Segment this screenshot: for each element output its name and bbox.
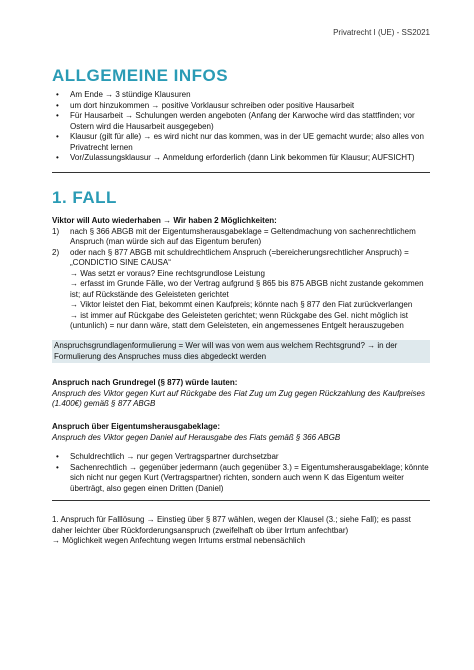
solution-line: → Möglichkeit wegen Anfechtung wegen Irrtums erstmal nebensächlich (52, 536, 306, 545)
law-bullet-list (52, 452, 430, 494)
list-item-text: oder nach § 877 ABGB mit schuldrechtlichem Anspruch (=bereicherungsrechtlicher Anspruch) = „CONDICTIO SINE CAUSA“ (70, 247, 409, 267)
list-item: • Sachenrechtlich → gegenüber jedermann (auch gegenüber 3.) = Eigentumsherausgabeklage; könnte sich nicht nur gegen Kurt (Vertragspartner) richten, sondern auch wenn K das Eigentum weiter überträgt, also gegen einen Dritten (Daniel) (52, 463, 430, 495)
list-item: • Für Hausarbeit → Schulungen werden angeboten (Anfang der Karwoche wird das stattfinden; vor Ostern wird die Hausarbeit ausgegeben) (52, 111, 430, 132)
list-item: • Klausur (gilt für alle) → es wird nicht nur das kommen, was in der UE gemacht wurde; also alles von Privatrecht lernen (52, 132, 430, 153)
case-block (52, 216, 430, 332)
sub-point: → ist immer auf Rückgabe des Geleisteten gerichtet; wenn Rückgabe des Gel. nicht möglich ist (untunlich) = nur dann wäre, statt dem Geleisteten, ein angemessenes Entgelt herauszugeben (70, 310, 408, 330)
page-header: Privatrecht I (UE) - SS2021 (333, 28, 430, 37)
claim-1 (52, 378, 430, 410)
claim-2-text: Anspruch des Viktor gegen Daniel auf Herausgabe des Fiats gemäß § 366 ABGB (52, 432, 341, 442)
claim-1-title: Anspruch nach Grundregel (§ 877) würde lauten: (52, 378, 238, 387)
section-title-fall: 1. FALL (52, 188, 117, 207)
list-item: • Vor/Zulassungsklausur → Anmeldung erforderlich (dann Link bekommen für Klausur; AUFSICHT) (52, 153, 430, 164)
claim-2-title: Anspruch über Eigentumsherausgabeklage: (52, 422, 221, 431)
section-title-allgemeine-infos: ALLGEMEINE INFOS (52, 66, 229, 85)
list-item (52, 248, 430, 269)
list-item-text: nach § 366 ABGB mit der Eigentumsherausgabeklage = Geltendmachung von sachenrechtlichem Anspruch (man würde sich auf das Eigentum berufen) (70, 226, 416, 246)
list-item (52, 227, 430, 248)
info-bullet-list (52, 90, 430, 164)
list-item: • um dort hinzukommen → positive Vorklausur schreiben oder positive Hausarbeit (52, 101, 430, 112)
divider (52, 172, 430, 173)
list-marker: 2) (52, 247, 60, 257)
sub-point: → erfasst im Grunde Fälle, wo der Vertrag aufgrund § 865 bis 875 ABGB nicht zustande gekommen ist; auf Rückstände des Geleisteten gerichtet (70, 279, 424, 299)
shaded-note-text: Anspruchsgrundlagenformulierung = Wer will was von wem aus welchem Rechtsgrund? → in der Formulierung des Anspruches muss dies abgedeckt werden (52, 340, 430, 363)
list-item: • Am Ende → 3 stündige Klausuren (52, 90, 430, 101)
solution-line: 1. Anspruch für Falllösung → Einstieg über § 877 wählen, wegen der Klausel (3.; siehe Fall); es passt daher leichter über Rückforderungsanspruch (zweifelhaft ob über Irrtum anfechtbar) (52, 515, 411, 535)
claim-2 (52, 422, 430, 443)
list-item: • Schuldrechtlich → nur gegen Vertragspartner durchsetzbar (52, 452, 430, 463)
sub-point: → Viktor leistet den Fiat, bekommt einen Kaufpreis; könnte nach § 877 den Fiat zurückverlangen (70, 300, 413, 309)
highlight-note (52, 340, 430, 363)
divider (52, 500, 430, 501)
claim-1-text: Anspruch des Viktor gegen Kurt auf Rückgabe des Fiat Zug um Zug gegen Rückzahlung des Kaufpreises (1.400€) gemäß § 877 ABGB (52, 388, 425, 408)
solution-note (52, 515, 430, 547)
sub-point: → Was setzt er voraus? Eine rechtsgrundlose Leistung (70, 268, 265, 278)
list-marker: 1) (52, 226, 60, 236)
case-lead: Viktor will Auto wiederhaben → Wir haben 2 Möglichkeiten: (52, 216, 277, 225)
